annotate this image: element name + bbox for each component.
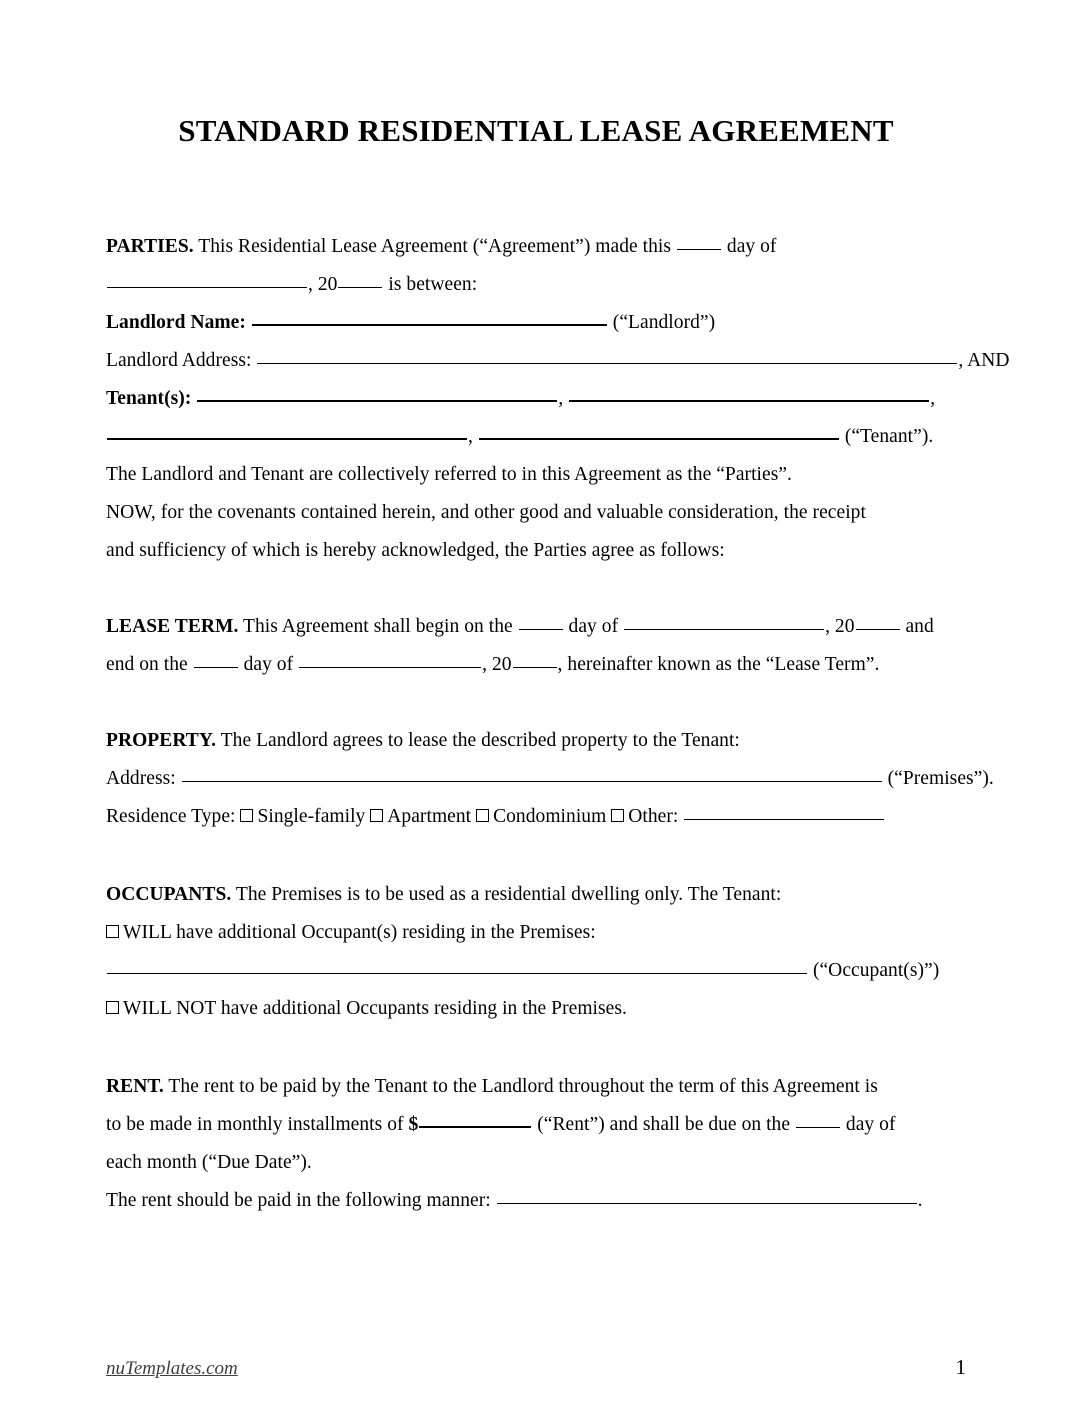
occupants-heading: OCCUPANTS. <box>106 884 232 905</box>
parties-collective-line: The Landlord and Tenant are collectively referred to in this Agreement as the “Parties”. <box>106 464 792 485</box>
rent-r1: The rent to be paid by the Tenant to the Landlord throughout the term of this Agreement is <box>163 1076 878 1097</box>
property-line-1 <box>106 722 966 760</box>
checkbox-single-family[interactable] <box>240 809 253 822</box>
spacer-after-parties <box>106 570 966 608</box>
checkbox-apartment[interactable] <box>370 809 383 822</box>
parties-now-line-1: NOW, for the covenants contained herein, and other good and valuable consideration, the receipt <box>106 502 866 523</box>
property-address-field[interactable] <box>182 764 882 782</box>
tenant-comma-1: , <box>558 388 564 409</box>
parties-heading: PARTIES. <box>106 236 194 257</box>
landlord-name-suffix: (“Landlord”) <box>612 312 716 333</box>
rent-r3: (“Rent”) and shall be due on the <box>532 1114 795 1135</box>
lease-start-day-blank[interactable] <box>519 612 563 630</box>
tenant-suffix: (“Tenant”). <box>844 426 934 447</box>
occupants-will-not-label: WILL NOT have additional Occupants residing in the Premises. <box>123 998 627 1019</box>
document-body <box>106 228 1010 1220</box>
landlord-address-suffix: , AND <box>958 350 1010 371</box>
checkbox-will-not-have-occupants[interactable] <box>106 1001 119 1014</box>
lease-end-year-blank[interactable] <box>513 650 557 668</box>
parties-year-prefix: , 20 <box>308 274 338 295</box>
lease-term-t3: , 20 <box>825 616 855 637</box>
lease-end-day-blank[interactable] <box>194 650 238 668</box>
occupants-intro: The Premises is to be used as a residential dwelling only. The Tenant: <box>231 884 782 905</box>
footer-page-number: 1 <box>955 1355 966 1379</box>
parties-intro-a: This Residential Lease Agreement (“Agreement”) made this <box>193 236 676 257</box>
lease-term-heading: LEASE TERM. <box>106 616 239 637</box>
rent-due-day-blank[interactable] <box>796 1110 840 1128</box>
property-intro: The Landlord agrees to lease the described property to the Tenant: <box>216 730 740 751</box>
property-heading: PROPERTY. <box>106 730 217 751</box>
tenant-field-3[interactable] <box>107 421 467 440</box>
tenant-field-1[interactable] <box>197 383 557 402</box>
landlord-name-label: Landlord Name: <box>106 312 246 333</box>
landlord-name-field[interactable] <box>252 307 607 326</box>
checkbox-condominium[interactable] <box>476 809 489 822</box>
tenant-comma-3: , <box>468 426 473 447</box>
page-title: STANDARD RESIDENTIAL LEASE AGREEMENT <box>178 113 894 148</box>
lease-term-t4: and <box>900 616 934 637</box>
tenants-line-2 <box>106 418 966 456</box>
rent-manner-field[interactable] <box>497 1186 917 1204</box>
lease-term-t6: day of <box>238 654 299 675</box>
lease-term-t1: This Agreement shall begin on the <box>238 616 518 637</box>
parties-day-blank[interactable] <box>677 232 721 250</box>
rent-amount-field[interactable] <box>419 1109 531 1128</box>
checkbox-will-have-occupants[interactable] <box>106 925 119 938</box>
rent-line-1 <box>106 1068 966 1106</box>
property-address-label: Address: <box>106 768 176 789</box>
rent-r2: to be made in monthly installments of <box>106 1114 409 1135</box>
parties-year-blank[interactable] <box>338 270 382 288</box>
lease-term-t7: , 20 <box>482 654 512 675</box>
lease-end-month-blank[interactable] <box>299 650 481 668</box>
landlord-address-line <box>106 342 1010 380</box>
lease-term-t5: end on the <box>106 654 193 675</box>
option-single-family: Single-family <box>257 806 366 827</box>
residence-type-label: Residence Type: <box>106 806 236 827</box>
lease-term-t2: day of <box>563 616 624 637</box>
rent-r4: day of <box>841 1114 896 1135</box>
lease-term-line-1 <box>106 608 966 646</box>
tenants-line-1 <box>106 380 966 418</box>
occupants-suffix: (“Occupant(s)”) <box>812 960 940 981</box>
rent-line-4 <box>106 1182 966 1220</box>
rent-r7: . <box>917 1190 923 1211</box>
property-address-suffix: (“Premises”). <box>887 768 994 789</box>
option-apartment: Apartment <box>387 806 472 827</box>
parties-now-line-2: and sufficiency of which is hereby acknowledged, the Parties agree as follows: <box>106 540 725 561</box>
rent-line-2 <box>106 1106 966 1144</box>
occupants-line-1 <box>106 876 966 914</box>
tenant-comma-2: , <box>930 388 936 409</box>
footer-website-link[interactable]: nuTemplates.com <box>106 1358 238 1379</box>
occupants-names-line <box>106 952 966 990</box>
parties-intro-b: day of <box>721 236 777 257</box>
rent-line-3: each month (“Due Date”). <box>106 1152 312 1173</box>
parties-intro-line-1 <box>106 228 966 266</box>
tenant-field-2[interactable] <box>569 383 929 402</box>
tenants-label: Tenant(s): <box>106 388 192 409</box>
parties-intro-line-2 <box>106 266 966 304</box>
residence-other-field[interactable] <box>684 802 884 820</box>
property-address-line <box>106 760 994 798</box>
landlord-address-label: Landlord Address: <box>106 350 252 371</box>
residence-type-line <box>106 798 966 836</box>
lease-start-month-blank[interactable] <box>624 612 824 630</box>
lease-start-year-blank[interactable] <box>856 612 900 630</box>
occupants-names-field[interactable] <box>107 956 807 974</box>
lease-term-line-2 <box>106 646 966 684</box>
spacer-after-occupants <box>106 1028 966 1068</box>
spacer-after-lease-term <box>106 684 966 722</box>
parties-month-blank[interactable] <box>107 270 307 288</box>
spacer-after-property <box>106 836 966 876</box>
occupants-will-line <box>106 914 966 952</box>
lease-term-t8: , hereinafter known as the “Lease Term”. <box>557 654 880 675</box>
landlord-name-line <box>106 304 966 342</box>
tenant-field-4[interactable] <box>479 421 839 440</box>
landlord-address-field[interactable] <box>257 346 957 364</box>
rent-heading: RENT. <box>106 1076 164 1097</box>
occupants-will-not-line <box>106 990 966 1028</box>
rent-r6: The rent should be paid in the following manner: <box>106 1190 496 1211</box>
rent-currency-symbol: $ <box>408 1114 419 1135</box>
occupants-will-label: WILL have additional Occupant(s) residing in the Premises: <box>123 922 596 943</box>
page-footer <box>106 1352 966 1380</box>
option-condominium: Condominium <box>493 806 607 827</box>
option-other: Other: <box>628 806 679 827</box>
checkbox-other[interactable] <box>611 809 624 822</box>
parties-date-suffix: is between: <box>383 274 478 295</box>
